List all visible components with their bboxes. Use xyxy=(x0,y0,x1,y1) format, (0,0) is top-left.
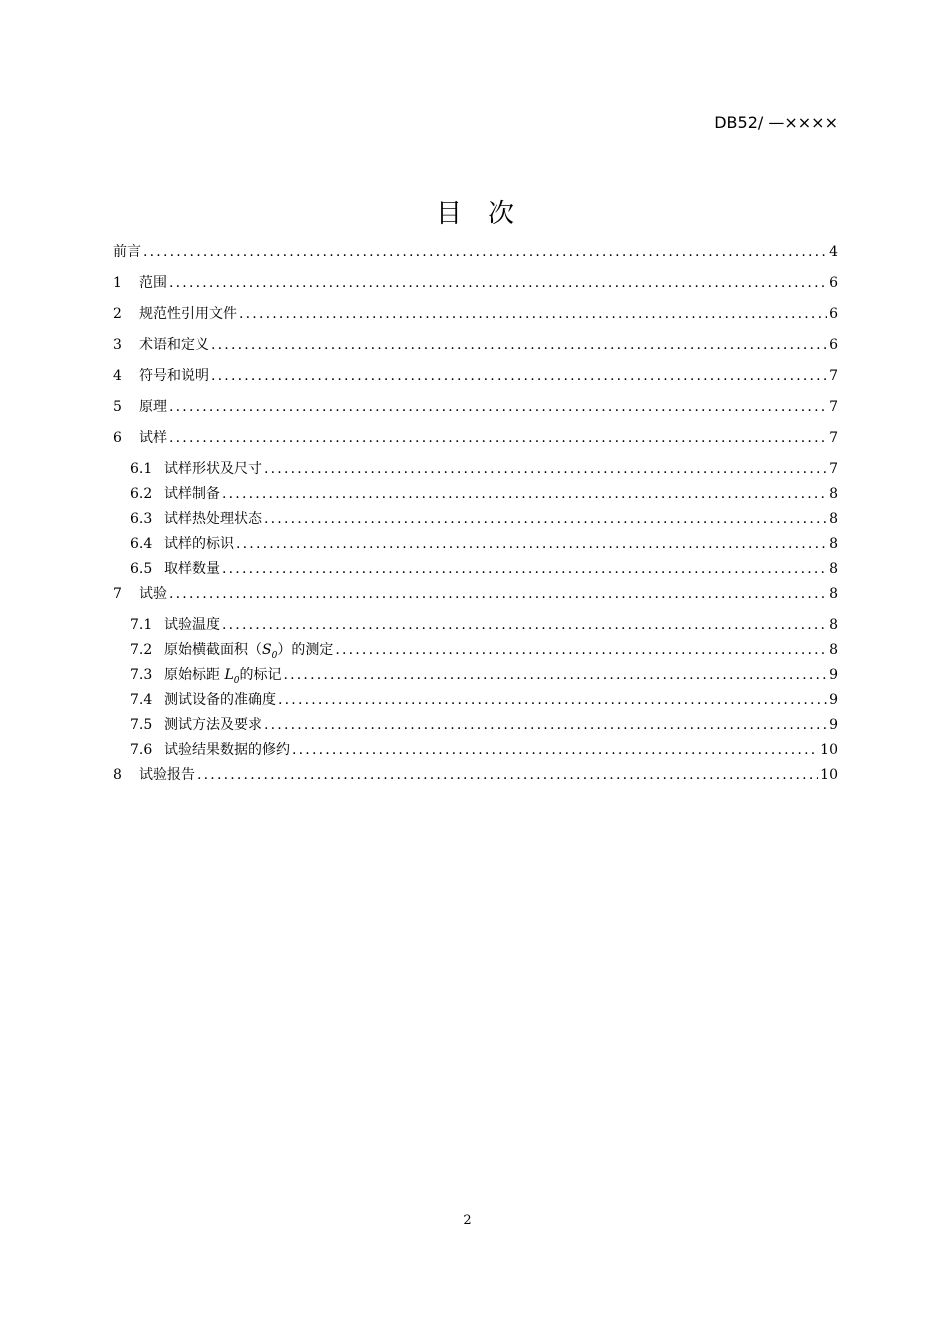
toc-entry-page: 8 xyxy=(829,586,838,602)
toc-entry-number: 6.4 xyxy=(130,536,153,552)
toc-entry-page: 7 xyxy=(829,461,838,477)
toc-entry-label: 试样形状及尺寸 xyxy=(164,461,262,477)
dot-leader xyxy=(222,559,827,579)
dot-leader xyxy=(222,484,827,504)
toc-entry[interactable] xyxy=(113,665,838,690)
dot-leader xyxy=(292,740,818,760)
page-title: 目次 xyxy=(435,199,540,229)
toc-entry-number: 6.3 xyxy=(130,511,153,527)
toc-entry-page: 8 xyxy=(829,642,838,658)
toc-entry-number: 7 xyxy=(113,586,122,602)
toc-entry-number: 1 xyxy=(113,275,122,291)
dot-leader xyxy=(169,273,827,293)
toc-entry-page: 8 xyxy=(829,511,838,527)
toc-entry-page: 4 xyxy=(829,244,838,260)
dot-leader xyxy=(169,428,827,448)
toc-entry-number: 7.1 xyxy=(130,617,153,633)
dot-leader xyxy=(335,640,827,660)
toc-entry[interactable] xyxy=(113,715,838,740)
toc-entry[interactable] xyxy=(113,397,838,428)
toc-entry-label: 试验 xyxy=(139,586,167,602)
toc-entry[interactable] xyxy=(113,534,838,559)
table-of-contents xyxy=(113,242,838,796)
toc-entry-number: 7.3 xyxy=(130,667,153,683)
toc-entry[interactable] xyxy=(113,690,838,715)
toc-entry-number: 6.1 xyxy=(130,461,153,477)
toc-entry-label: 试验报告 xyxy=(139,767,195,783)
toc-entry-number: 2 xyxy=(113,306,122,322)
dot-leader xyxy=(169,397,827,417)
toc-entry-number: 6.2 xyxy=(130,486,153,502)
toc-entry[interactable] xyxy=(113,484,838,509)
toc-entry-number: 7.2 xyxy=(130,642,153,658)
toc-entry[interactable] xyxy=(113,509,838,534)
toc-entry-number: 6 xyxy=(113,430,122,446)
toc-entry[interactable] xyxy=(113,740,838,765)
toc-entry-label: 取样数量 xyxy=(164,561,220,577)
toc-entry-label: 试样的标识 xyxy=(164,536,234,552)
toc-entry-page: 8 xyxy=(829,536,838,552)
toc-entry-label: 试验温度 xyxy=(164,617,220,633)
toc-entry-number: 8 xyxy=(113,767,122,783)
toc-entry-page: 7 xyxy=(829,430,838,446)
toc-entry-page: 8 xyxy=(829,561,838,577)
document-code: DB52/ —×××× xyxy=(714,113,838,132)
toc-entry-number: 7.4 xyxy=(130,692,153,708)
toc-entry-label: 范围 xyxy=(139,275,167,291)
toc-entry-page: 9 xyxy=(829,667,838,683)
toc-entry[interactable] xyxy=(113,584,838,615)
toc-entry-number: 5 xyxy=(113,399,122,415)
toc-entry[interactable] xyxy=(113,304,838,335)
toc-entry-page: 8 xyxy=(829,486,838,502)
toc-entry-page: 9 xyxy=(829,717,838,733)
toc-entry-page: 10 xyxy=(820,767,838,783)
toc-entry[interactable] xyxy=(113,335,838,366)
toc-entry[interactable] xyxy=(113,559,838,584)
symbol: L xyxy=(224,667,234,683)
toc-entry-number: 6.5 xyxy=(130,561,153,577)
dot-leader xyxy=(169,584,827,604)
dot-leader xyxy=(143,242,827,262)
dot-leader xyxy=(264,459,827,479)
toc-entry-label: 术语和定义 xyxy=(139,337,209,353)
toc-entry-page: 7 xyxy=(829,368,838,384)
toc-entry[interactable] xyxy=(113,765,838,796)
dot-leader xyxy=(222,615,827,635)
toc-entry[interactable] xyxy=(113,615,838,640)
toc-entry-label: 试样 xyxy=(139,430,167,446)
toc-entry-page: 6 xyxy=(829,306,838,322)
toc-entry-label: 前言 xyxy=(113,244,141,260)
dot-leader xyxy=(197,765,818,785)
toc-entry-label: 原始标距 $L_0$的标记 xyxy=(164,667,282,686)
symbol-subscript: 0 xyxy=(233,675,240,686)
dot-leader xyxy=(278,690,827,710)
toc-entry-label: 规范性引用文件 xyxy=(139,306,237,322)
dot-leader xyxy=(211,366,827,386)
toc-entry-label: 符号和说明 xyxy=(139,368,209,384)
dot-leader xyxy=(211,335,827,355)
dot-leader xyxy=(283,665,827,685)
toc-entry-label: 试验结果数据的修约 xyxy=(164,742,290,758)
toc-entry-page: 7 xyxy=(829,399,838,415)
toc-entry-label: 测试方法及要求 xyxy=(164,717,262,733)
toc-entry[interactable] xyxy=(113,273,838,304)
toc-entry-page: 8 xyxy=(829,617,838,633)
dot-leader xyxy=(264,509,827,529)
toc-entry-number: 7.5 xyxy=(130,717,153,733)
toc-entry[interactable] xyxy=(113,640,838,665)
toc-entry-label: 原理 xyxy=(139,399,167,415)
toc-entry-page: 9 xyxy=(829,692,838,708)
toc-entry[interactable] xyxy=(113,428,838,459)
toc-entry[interactable] xyxy=(113,366,838,397)
dot-leader xyxy=(264,715,827,735)
toc-entry-page: 6 xyxy=(829,337,838,353)
toc-entry-number: 7.6 xyxy=(130,742,153,758)
dot-leader xyxy=(236,534,827,554)
toc-entry-label: 试样制备 xyxy=(164,486,220,502)
symbol-subscript: 0 xyxy=(271,650,278,661)
toc-entry-label: 原始横截面积$(S_0)$的测定 xyxy=(164,642,334,661)
toc-entry-label: 测试设备的准确度 xyxy=(164,692,276,708)
dot-leader xyxy=(239,304,827,324)
toc-entry-label: 试样热处理状态 xyxy=(164,511,262,527)
toc-entry-page: 10 xyxy=(820,742,838,758)
toc-entry[interactable] xyxy=(113,242,838,273)
symbol: S xyxy=(262,642,272,658)
toc-entry[interactable] xyxy=(113,459,838,484)
toc-entry-number: 3 xyxy=(113,337,122,353)
toc-entry-page: 6 xyxy=(829,275,838,291)
page-number: 2 xyxy=(463,1213,472,1228)
toc-entry-number: 4 xyxy=(113,368,122,384)
